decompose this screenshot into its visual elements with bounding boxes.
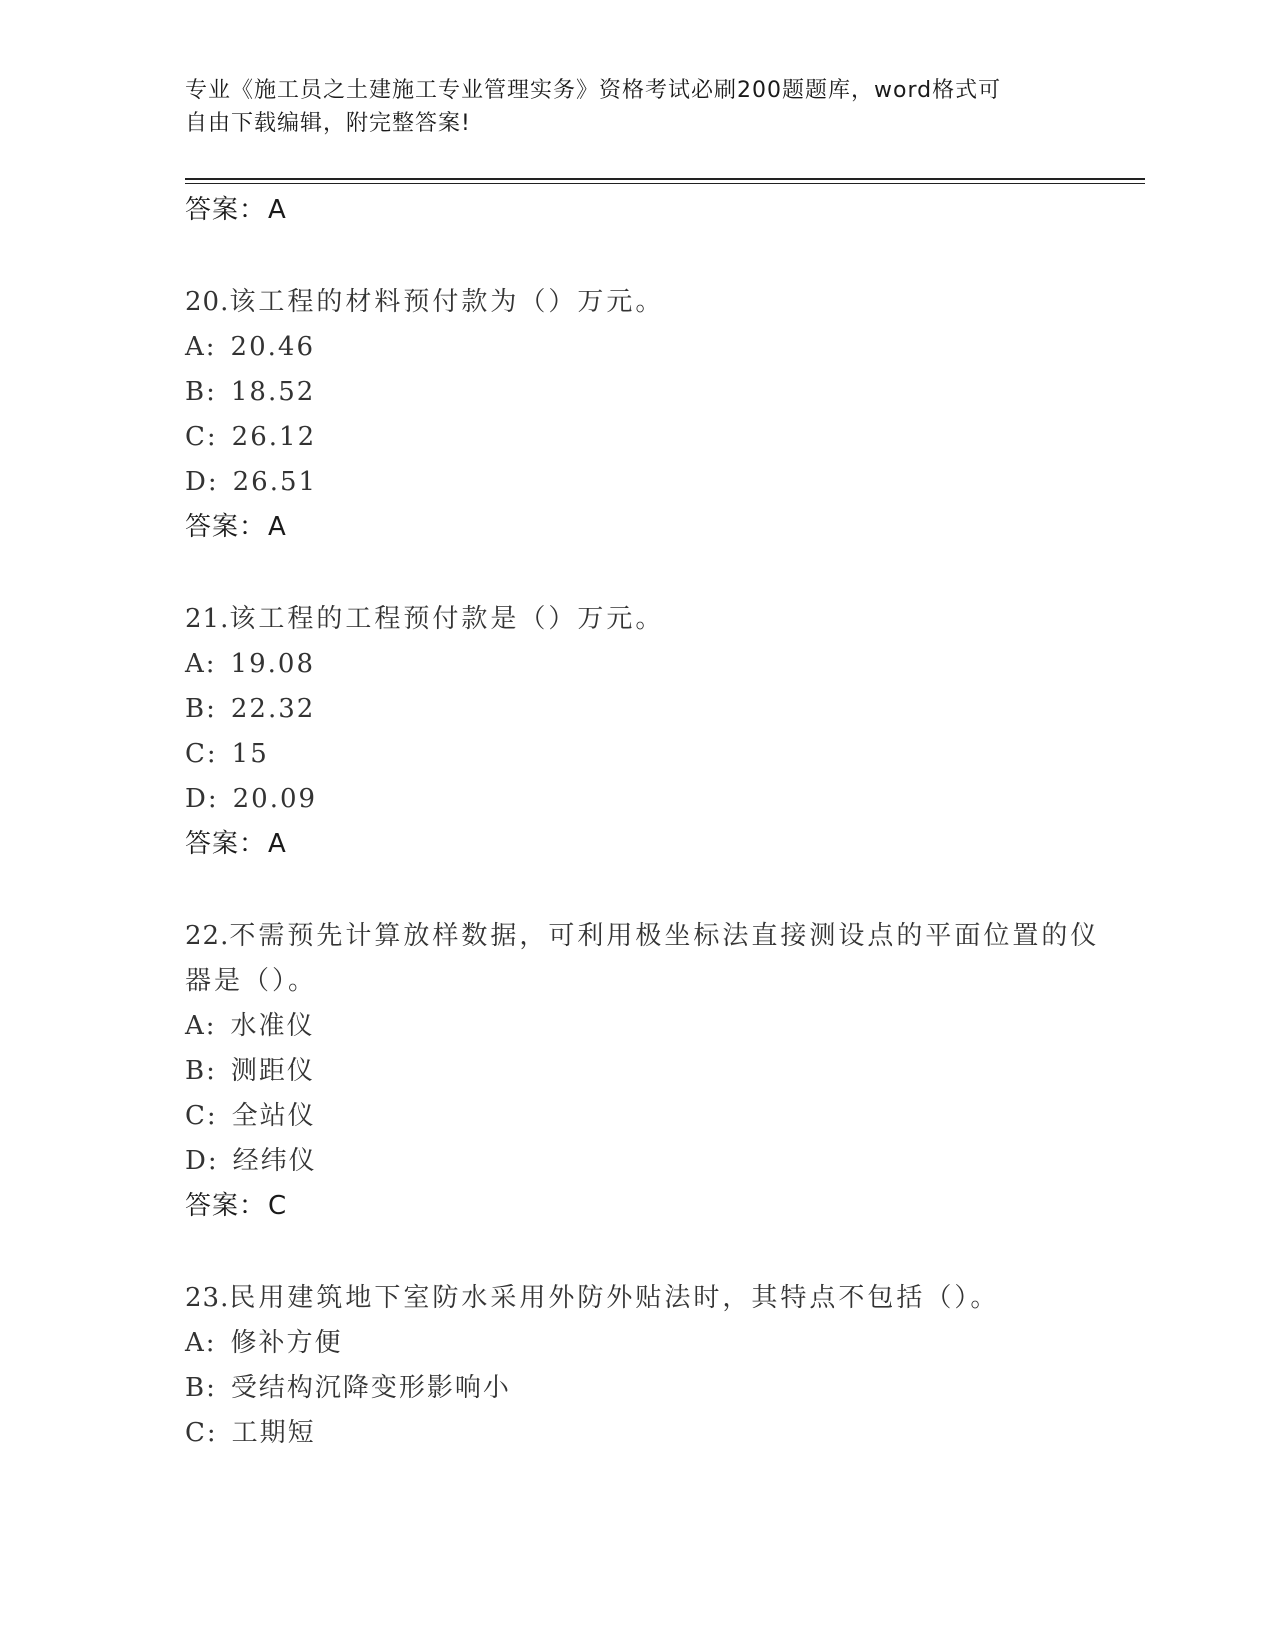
option-item [185,777,1115,822]
question-number: 21. [185,604,230,634]
answer-value: C [268,1191,287,1221]
spacer [185,866,1115,914]
option-text: 18.52 [230,377,316,407]
option-separator: : [205,1328,217,1358]
question-number: 20. [185,287,230,317]
question-number: 22. [185,921,230,951]
option-text: 22.32 [230,694,316,724]
question-text: 民用建筑地下室防水采用外防外贴法时，其特点不包括（）。 [229,1283,1000,1313]
option-item [185,1321,1115,1366]
option-item [185,1411,1115,1456]
option-text: 工期短 [231,1418,316,1448]
option-letter: C [185,422,207,452]
option-text: 26.12 [231,422,317,452]
question-stem [185,914,1115,1004]
option-item [185,687,1115,732]
document-header [185,74,1085,140]
question-text: 不需预先计算放样数据，可利用极坐标法直接测设点的平面位置的仪器是（）。 [185,921,1100,996]
option-separator: : [206,739,218,769]
answer-label: 答案： [185,829,267,859]
option-letter: B [185,694,207,724]
option-text: 水准仪 [230,1011,315,1041]
option-letter: C [185,1418,207,1448]
header-divider-thick [185,178,1145,180]
option-letter: A [185,332,206,362]
option-separator: : [206,1373,217,1403]
option-letter: B [185,377,207,407]
option-item [185,460,1115,505]
option-separator: : [206,1418,218,1448]
option-separator: : [206,377,217,407]
answer-value: A [268,195,286,225]
answer-line [185,1184,1115,1228]
answer-value: A [268,829,286,859]
option-item [185,1004,1115,1049]
option-text: 20.09 [232,784,318,814]
option-text: 经纬仪 [232,1146,317,1176]
answer-label: 答案： [185,195,267,225]
option-separator: : [207,467,219,497]
option-letter: A [185,649,206,679]
option-letter: B [185,1056,207,1086]
option-item [185,732,1115,777]
question-text: 该工程的材料预付款为（）万元。 [229,287,665,317]
header-divider-thin [185,183,1145,184]
option-item [185,1366,1115,1411]
option-item [185,370,1115,415]
option-item [185,325,1115,370]
option-text: 受结构沉降变形影响小 [230,1373,511,1403]
question-stem [185,280,1115,325]
answer-label: 答案： [185,1191,267,1221]
option-separator: : [205,332,217,362]
option-letter: C [185,1101,207,1131]
option-item [185,642,1115,687]
option-item [185,1094,1115,1139]
option-letter: D [185,1146,208,1176]
option-letter: C [185,739,207,769]
option-text: 测距仪 [230,1056,315,1086]
option-text: 15 [231,739,269,769]
option-separator: : [206,1056,217,1086]
spacer [185,549,1115,597]
answer-line [185,188,1115,232]
option-text: 20.46 [230,332,315,362]
option-letter: B [185,1373,207,1403]
question-text: 该工程的工程预付款是（）万元。 [229,604,665,634]
option-item [185,1049,1115,1094]
option-text: 全站仪 [231,1101,316,1131]
option-letter: A [185,1011,206,1041]
option-text: 19.08 [230,649,315,679]
option-separator: : [207,784,219,814]
option-separator: : [205,649,217,679]
answer-value: A [268,512,286,542]
option-separator: : [206,422,218,452]
option-letter: A [185,1328,206,1358]
option-separator: : [206,1101,218,1131]
question-stem [185,1276,1115,1321]
option-item [185,1139,1115,1184]
option-text: 26.51 [232,467,318,497]
answer-line [185,505,1115,549]
question-stem [185,597,1115,642]
option-item [185,415,1115,460]
option-letter: D [185,784,208,814]
spacer [185,1228,1115,1276]
option-separator: : [205,1011,217,1041]
answer-line [185,822,1115,866]
spacer [185,232,1115,280]
option-text: 修补方便 [230,1328,343,1358]
header-line-1: 专业《施工员之土建施工专业管理实务》资格考试必刷200题题库，word格式可 [185,78,1002,103]
question-list [185,188,1115,1456]
question-number: 23. [185,1283,230,1313]
option-letter: D [185,467,208,497]
answer-label: 答案： [185,512,267,542]
option-separator: : [206,694,217,724]
header-line-2: 自由下载编辑，附完整答案! [185,111,471,136]
option-separator: : [207,1146,219,1176]
